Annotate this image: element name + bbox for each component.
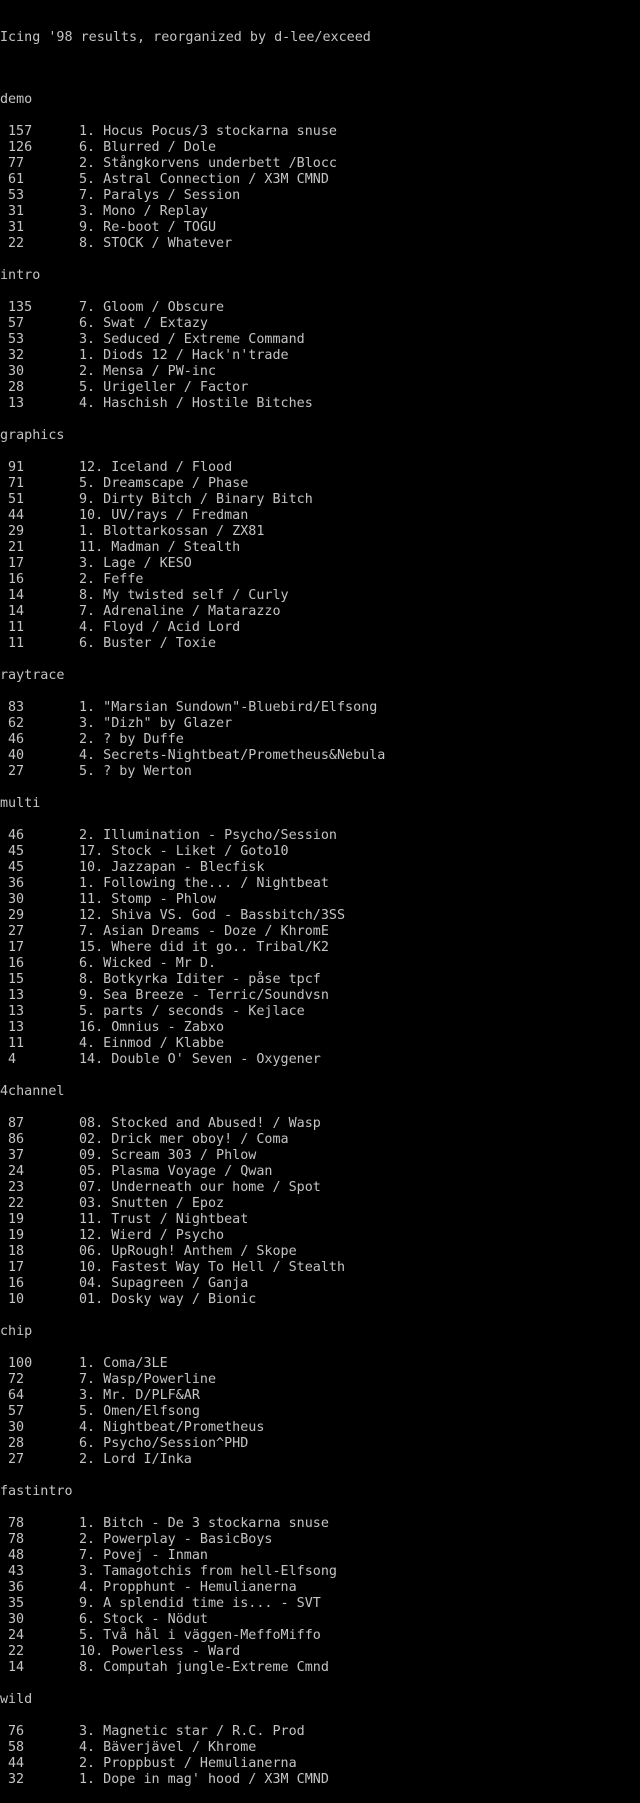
entry-name: 9. Sea Breeze - Terric/Soundvsn <box>79 988 329 1003</box>
vote-score: 46 <box>8 828 25 843</box>
vote-score: 22 <box>8 236 25 251</box>
result-row <box>0 940 640 956</box>
result-row <box>0 572 640 588</box>
result-row <box>0 1436 640 1452</box>
vote-score: 13 <box>8 1020 25 1035</box>
result-row <box>0 492 640 508</box>
vote-score: 19 <box>8 1212 25 1227</box>
blank-line <box>0 1068 640 1084</box>
entry-name: 11. Madman / Stealth <box>79 540 241 555</box>
result-row <box>0 588 640 604</box>
blank-line <box>0 1708 640 1724</box>
result-row <box>0 620 640 636</box>
entry-name: 6. Swat / Extazy <box>79 316 208 331</box>
entry-name: 3. Tamagotchis from hell-Elfsong <box>79 1564 337 1579</box>
result-row <box>0 540 640 556</box>
result-row <box>0 860 640 876</box>
result-row <box>0 828 640 844</box>
entry-name: 06. UpRough! Anthem / Skope <box>79 1244 297 1259</box>
vote-score: 16 <box>8 956 25 971</box>
result-row <box>0 908 640 924</box>
result-row <box>0 300 640 316</box>
entry-name: 4. Secrets-Nightbeat/Prometheus&Nebula <box>79 748 386 763</box>
result-row <box>0 1244 640 1260</box>
section-heading: wild <box>0 1692 33 1707</box>
vote-score: 45 <box>8 844 25 859</box>
result-row <box>0 972 640 988</box>
vote-score: 72 <box>8 1372 25 1387</box>
result-row <box>0 1052 640 1068</box>
result-row <box>0 508 640 524</box>
sections-container <box>0 76 640 1788</box>
vote-score: 157 <box>8 124 33 139</box>
entry-name: 4. Propphunt - Hemulianerna <box>79 1580 297 1595</box>
entry-name: 04. Supagreen / Ganja <box>79 1276 249 1291</box>
entry-name: 10. Jazzapan - Blecfisk <box>79 860 265 875</box>
entry-name: 3. Mr. D/PLF&AR <box>79 1388 200 1403</box>
entry-name: 7. Adrenaline / Matarazzo <box>79 604 281 619</box>
entry-name: 07. Underneath our home / Spot <box>79 1180 321 1195</box>
entry-name: 2. Illumination - Psycho/Session <box>79 828 337 843</box>
vote-score: 14 <box>8 588 25 603</box>
vote-score: 135 <box>8 300 33 315</box>
vote-score: 14 <box>8 604 25 619</box>
vote-score: 62 <box>8 716 25 731</box>
vote-score: 78 <box>8 1516 25 1531</box>
result-row <box>0 1596 640 1612</box>
vote-score: 30 <box>8 892 25 907</box>
result-row <box>0 556 640 572</box>
result-row <box>0 1180 640 1196</box>
blank-line <box>0 1676 640 1692</box>
result-row <box>0 1772 640 1788</box>
blank-line <box>0 780 640 796</box>
result-row <box>0 332 640 348</box>
blank-line <box>0 76 640 92</box>
vote-score: 13 <box>8 1004 25 1019</box>
result-row <box>0 1644 640 1660</box>
entry-name: 14. Double O' Seven - Oxygener <box>79 1052 321 1067</box>
section-heading: chip <box>0 1324 33 1339</box>
entry-name: 5. Astral Connection / X3M CMND <box>79 172 329 187</box>
section-heading: 4channel <box>0 1084 65 1099</box>
vote-score: 27 <box>8 764 25 779</box>
vote-score: 21 <box>8 540 25 555</box>
entry-name: 11. Stomp - Phlow <box>79 892 217 907</box>
vote-score: 83 <box>8 700 25 715</box>
vote-score: 28 <box>8 380 25 395</box>
section-heading: raytrace <box>0 668 65 683</box>
entry-name: 03. Snutten / Epoz <box>79 1196 225 1211</box>
entry-name: 6. Psycho/Session^PHD <box>79 1436 249 1451</box>
result-row <box>0 716 640 732</box>
blank-line <box>0 108 640 124</box>
result-row <box>0 1260 640 1276</box>
result-row <box>0 156 640 172</box>
entry-name: 1. Coma/3LE <box>79 1356 168 1371</box>
section-heading: intro <box>0 268 41 283</box>
entry-name: 6. Stock - Nödut <box>79 1612 208 1627</box>
vote-score: 64 <box>8 1388 25 1403</box>
entry-name: 08. Stocked and Abused! / Wasp <box>79 1116 321 1131</box>
vote-score: 32 <box>8 348 25 363</box>
vote-score: 32 <box>8 1772 25 1787</box>
entry-name: 2. Lord I/Inka <box>79 1452 192 1467</box>
result-row <box>0 460 640 476</box>
result-row <box>0 1292 640 1308</box>
entry-name: 2. Stångkorvens underbett /Blocc <box>79 156 337 171</box>
entry-name: 4. Haschish / Hostile Bitches <box>79 396 313 411</box>
vote-score: 36 <box>8 876 25 891</box>
vote-score: 24 <box>8 1628 25 1643</box>
vote-score: 36 <box>8 1580 25 1595</box>
result-row <box>0 604 640 620</box>
vote-score: 18 <box>8 1244 25 1259</box>
entry-name: 4. Floyd / Acid Lord <box>79 620 241 635</box>
entry-name: 8. Computah jungle-Extreme Cmnd <box>79 1660 329 1675</box>
result-row <box>0 1372 640 1388</box>
entry-name: 12. Iceland / Flood <box>79 460 233 475</box>
result-row <box>0 1132 640 1148</box>
result-row <box>0 364 640 380</box>
vote-score: 11 <box>8 636 25 651</box>
vote-score: 30 <box>8 1420 25 1435</box>
entry-name: 2. Powerplay - BasicBoys <box>79 1532 273 1547</box>
vote-score: 29 <box>8 524 25 539</box>
result-row <box>0 924 640 940</box>
blank-line <box>0 412 640 428</box>
vote-score: 29 <box>8 908 25 923</box>
blank-line <box>0 1468 640 1484</box>
result-row <box>0 892 640 908</box>
result-row <box>0 1628 640 1644</box>
result-row <box>0 1164 640 1180</box>
result-row <box>0 1756 640 1772</box>
entry-name: 7. Paralys / Session <box>79 188 241 203</box>
result-row <box>0 1036 640 1052</box>
entry-name: 6. Wicked - Mr D. <box>79 956 217 971</box>
result-row <box>0 1548 640 1564</box>
vote-score: 10 <box>8 1292 25 1307</box>
result-row <box>0 316 640 332</box>
vote-score: 22 <box>8 1644 25 1659</box>
vote-score: 11 <box>8 1036 25 1051</box>
entry-name: 7. Gloom / Obscure <box>79 300 225 315</box>
result-row <box>0 188 640 204</box>
entry-name: 2. Feffe <box>79 572 144 587</box>
blank-line <box>0 684 640 700</box>
result-row <box>0 1148 640 1164</box>
entry-name: 1. Blottarkossan / ZX81 <box>79 524 265 539</box>
entry-name: 1. Following the... / Nightbeat <box>79 876 329 891</box>
vote-score: 17 <box>8 940 25 955</box>
section-heading: multi <box>0 796 41 811</box>
entry-name: 16. Omnius - Zabxo <box>79 1020 225 1035</box>
entry-name: 3. "Dizh" by Glazer <box>79 716 233 731</box>
result-row <box>0 124 640 140</box>
result-row <box>0 732 640 748</box>
blank-line <box>0 1340 640 1356</box>
blank-line <box>0 1308 640 1324</box>
vote-score: 4 <box>8 1052 17 1067</box>
entry-name: 5. Dreamscape / Phase <box>79 476 249 491</box>
result-row <box>0 956 640 972</box>
entry-name: 02. Drick mer oboy! / Coma <box>79 1132 289 1147</box>
result-row <box>0 764 640 780</box>
entry-name: 9. Dirty Bitch / Binary Bitch <box>79 492 313 507</box>
vote-score: 24 <box>8 1164 25 1179</box>
vote-score: 126 <box>8 140 33 155</box>
entry-name: 4. Nightbeat/Prometheus <box>79 1420 265 1435</box>
entry-name: 11. Trust / Nightbeat <box>79 1212 249 1227</box>
section-heading: fastintro <box>0 1484 73 1499</box>
result-row <box>0 1356 640 1372</box>
vote-score: 23 <box>8 1180 25 1195</box>
blank-line <box>0 284 640 300</box>
result-row <box>0 876 640 892</box>
vote-score: 40 <box>8 748 25 763</box>
result-row <box>0 1212 640 1228</box>
result-row <box>0 1196 640 1212</box>
entry-name: 17. Stock - Liket / Goto10 <box>79 844 289 859</box>
vote-score: 91 <box>8 460 25 475</box>
result-row <box>0 396 640 412</box>
vote-score: 27 <box>8 1452 25 1467</box>
vote-score: 35 <box>8 1596 25 1611</box>
vote-score: 11 <box>8 620 25 635</box>
vote-score: 58 <box>8 1740 25 1755</box>
entry-name: 3. Lage / KESO <box>79 556 192 571</box>
result-row <box>0 988 640 1004</box>
result-row <box>0 844 640 860</box>
vote-score: 46 <box>8 732 25 747</box>
entry-name: 3. Magnetic star / R.C. Prod <box>79 1724 305 1739</box>
entry-name: 05. Plasma Voyage / Qwan <box>79 1164 273 1179</box>
blank-line <box>0 444 640 460</box>
result-row <box>0 1564 640 1580</box>
vote-score: 48 <box>8 1548 25 1563</box>
entry-name: 10. UV/rays / Fredman <box>79 508 249 523</box>
result-row <box>0 1276 640 1292</box>
vote-score: 30 <box>8 1612 25 1627</box>
entry-name: 4. Einmod / Klabbe <box>79 1036 225 1051</box>
vote-score: 37 <box>8 1148 25 1163</box>
entry-name: 2. Proppbust / Hemulianerna <box>79 1756 297 1771</box>
result-row <box>0 700 640 716</box>
entry-name: 8. STOCK / Whatever <box>79 236 233 251</box>
vote-score: 44 <box>8 1756 25 1771</box>
section-heading: graphics <box>0 428 65 443</box>
entry-name: 5. Urigeller / Factor <box>79 380 249 395</box>
vote-score: 51 <box>8 492 25 507</box>
vote-score: 87 <box>8 1116 25 1131</box>
vote-score: 17 <box>8 1260 25 1275</box>
result-row <box>0 380 640 396</box>
entry-name: 1. Bitch - De 3 stockarna snuse <box>79 1516 329 1531</box>
result-row <box>0 1516 640 1532</box>
result-row <box>0 140 640 156</box>
result-row <box>0 1660 640 1676</box>
entry-name: 8. My twisted self / Curly <box>79 588 289 603</box>
vote-score: 86 <box>8 1132 25 1147</box>
document-title: Icing '98 results, reorganized by d-lee/exceed <box>0 30 371 45</box>
vote-score: 31 <box>8 204 25 219</box>
vote-score: 57 <box>8 316 25 331</box>
vote-score: 76 <box>8 1724 25 1739</box>
entry-name: 5. Två hål i väggen-MeffoMiffo <box>79 1628 321 1643</box>
vote-score: 17 <box>8 556 25 571</box>
vote-score: 53 <box>8 332 25 347</box>
result-row <box>0 1724 640 1740</box>
vote-score: 27 <box>8 924 25 939</box>
result-row <box>0 1404 640 1420</box>
entry-name: 1. Hocus Pocus/3 stockarna snuse <box>79 124 337 139</box>
entry-name: 10. Powerless - Ward <box>79 1644 241 1659</box>
entry-name: 01. Dosky way / Bionic <box>79 1292 257 1307</box>
vote-score: 71 <box>8 476 25 491</box>
result-row <box>0 236 640 252</box>
entry-name: 7. Wasp/Powerline <box>79 1372 217 1387</box>
result-row <box>0 1420 640 1436</box>
vote-score: 13 <box>8 988 25 1003</box>
entry-name: 3. Mono / Replay <box>79 204 208 219</box>
result-row <box>0 636 640 652</box>
vote-score: 28 <box>8 1436 25 1451</box>
entry-name: 6. Blurred / Dole <box>79 140 217 155</box>
vote-score: 31 <box>8 220 25 235</box>
entry-name: 3. Seduced / Extreme Command <box>79 332 305 347</box>
entry-name: 5. parts / seconds - Kejlace <box>79 1004 305 1019</box>
entry-name: 9. Re-boot / TOGU <box>79 220 217 235</box>
entry-name: 12. Wierd / Psycho <box>79 1228 225 1243</box>
result-row <box>0 524 640 540</box>
vote-score: 15 <box>8 972 25 987</box>
entry-name: 7. Povej - Inman <box>79 1548 208 1563</box>
result-row <box>0 1740 640 1756</box>
vote-score: 43 <box>8 1564 25 1579</box>
result-row <box>0 1228 640 1244</box>
vote-score: 78 <box>8 1532 25 1547</box>
result-row <box>0 1004 640 1020</box>
blank-line <box>0 252 640 268</box>
entry-name: 5. ? by Werton <box>79 764 192 779</box>
entry-name: 1. Diods 12 / Hack'n'trade <box>79 348 289 363</box>
vote-score: 14 <box>8 1660 25 1675</box>
blank-line <box>0 1100 640 1116</box>
result-row <box>0 1388 640 1404</box>
result-row <box>0 1612 640 1628</box>
entry-name: 9. A splendid time is... - SVT <box>79 1596 321 1611</box>
section-heading: demo <box>0 92 33 107</box>
entry-name: 6. Buster / Toxie <box>79 636 217 651</box>
entry-name: 12. Shiva VS. God - Bassbitch/3SS <box>79 908 346 923</box>
entry-name: 09. Scream 303 / Phlow <box>79 1148 257 1163</box>
blank-line <box>0 812 640 828</box>
entry-name: 10. Fastest Way To Hell / Stealth <box>79 1260 346 1275</box>
result-row <box>0 1532 640 1548</box>
vote-score: 22 <box>8 1196 25 1211</box>
vote-score: 30 <box>8 364 25 379</box>
entry-name: 2. ? by Duffe <box>79 732 184 747</box>
result-row <box>0 1580 640 1596</box>
vote-score: 44 <box>8 508 25 523</box>
entry-name: 8. Botkyrka Iditer - påse tpcf <box>79 972 321 987</box>
result-row <box>0 348 640 364</box>
vote-score: 61 <box>8 172 25 187</box>
blank-line <box>0 652 640 668</box>
entry-name: 4. Bäverjävel / Khrome <box>79 1740 257 1755</box>
blank-line <box>0 1500 640 1516</box>
vote-score: 100 <box>8 1356 33 1371</box>
result-row <box>0 1116 640 1132</box>
vote-score: 53 <box>8 188 25 203</box>
result-row <box>0 1452 640 1468</box>
entry-name: 2. Mensa / PW-inc <box>79 364 217 379</box>
entry-name: 1. Dope in mag' hood / X3M CMND <box>79 1772 329 1787</box>
result-row <box>0 204 640 220</box>
entry-name: 7. Asian Dreams - Doze / KhromE <box>79 924 329 939</box>
vote-score: 45 <box>8 860 25 875</box>
result-row <box>0 220 640 236</box>
entry-name: 15. Where did it go.. Tribal/K2 <box>79 940 329 955</box>
vote-score: 13 <box>8 396 25 411</box>
result-row <box>0 748 640 764</box>
vote-score: 77 <box>8 156 25 171</box>
vote-score: 19 <box>8 1228 25 1243</box>
vote-score: 16 <box>8 1276 25 1291</box>
result-row <box>0 476 640 492</box>
result-row <box>0 1020 640 1036</box>
entry-name: 5. Omen/Elfsong <box>79 1404 200 1419</box>
entry-name: 1. "Marsian Sundown"-Bluebird/Elfsong <box>79 700 378 715</box>
result-row <box>0 172 640 188</box>
vote-score: 57 <box>8 1404 25 1419</box>
vote-score: 16 <box>8 572 25 587</box>
